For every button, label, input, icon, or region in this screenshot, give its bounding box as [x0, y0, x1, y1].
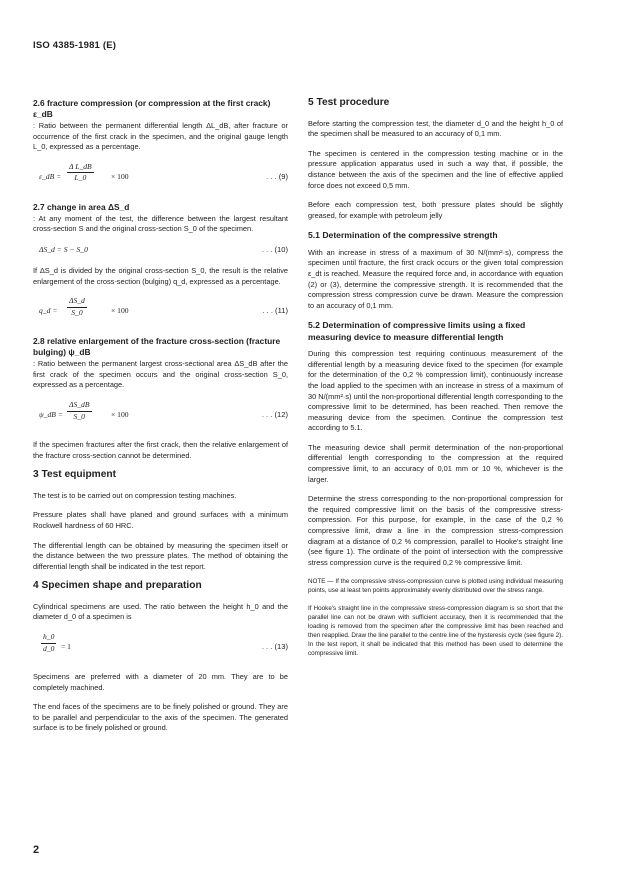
section-3-p1: The test is to be carried out on compression testing machines. [33, 490, 237, 500]
section-4-p2: Specimens are preferred with a diameter of 20 mm. They are to be completely machined. [33, 672, 288, 692]
section-5-p1: Before starting the compression test, the diameter d_0 and the height h_0 of the specimen shall be measured to an accuracy of 0,1 mm. [308, 118, 563, 139]
equation-10: ΔS_d = S − S_0 . . . (10) [39, 244, 288, 254]
page-header: ISO 4385-1981 (E) [33, 40, 117, 51]
left-column [33, 98, 288, 743]
clause-2-7-text: : At any moment of the test, the difference between the largest resultant cross-section S and the original cross-section S_0 of the specimen. [33, 213, 288, 234]
page-number: 2 [33, 844, 40, 856]
clause-5-2-p1: During this compression test requiring continuous measurement of the differential length by a measuring device fixed to the specimen (for example for the determination of the 0,2 % compression limit), continuously increase the load applied to the specimen with an increase in stress of a maximum of 30 N/(mm²·s) until the non-proportional differential length corresponding to the compressive limit to be determined, has been reached. Then remove the measuring device from the specimen. Continue the compression test according to 5.1. [308, 349, 563, 433]
note-2: If Hooke's straight line in the compressive stress-compression diagram is so short that the parallel line can not be drawn with sufficient accuracy, then it is recommended that the loading is removed from the specimen after the compressive limit has been reached and then reapplied. Draw the line parallel to the centre line of the hysteresis cycle (see figure 2). In the test report, it shall be indicated that this method has been used to determine the compressive limit. [308, 605, 563, 658]
section-4-p3: The end faces of the specimens are to be finely polished or ground. They are to be parallel and perpendicular to the axis of the specimen. The generated surface is to be finely polished or ground. [33, 702, 288, 733]
clause-2-7: 2.7 change in area ΔS_d [33, 201, 130, 212]
equation-9: ε_dB = $\frac{\text{Δ L\_dB}}{L\_0}$ × 100 . . . (9) [39, 161, 288, 183]
note-1: NOTE — If the compressive stress-compression curve is plotted using individual measuring points, use at least ten points approximately evenly distributed over the stress range. [308, 578, 563, 595]
clause-2-8: 2.8 relative enlargement of the fracture cross-section (fracture bulging) ψ_dB [33, 336, 281, 358]
section-5-p2: The specimen is centered in the compression testing machine or in the pressure application apparatus used in such a way that, if possible, the distance between the axis of the specimen and the line of effective applied force does not exceed 0,5 mm. [308, 148, 563, 190]
section-5-p3: Before each compression test, both pressure plates should be slightly greased, for example with petroleum jelly [308, 200, 563, 220]
clause-5-2-p2: The measuring device shall permit determination of the non-proportional differential length corresponding to the compression at the required compressive limit, to an accuracy of 0,01 mm or 10 %, whichever is the larger. [308, 442, 563, 484]
clause-5-1-p1: With an increase in stress of a maximum of 30 N/(mm²·s), compress the specimen until fracture, the first crack occurs or the given total compression ε_dt is reached. Measure the required force and, in accordance with equation (2) or (3), determine the compressive strength. It is recommended that the compression stress compression curve be drawn. Measure the compression to an accuracy of 0,1 mm. [308, 247, 563, 310]
clause-5-2-p3: Determine the stress corresponding to the non-proportional compression for the required compressive limit on the basis of the compressive stress-compression. For this purpose, for example, in the case of the 0,2 % compressive limit, draw a line in the compression stress-compression diagram at a distance of 0,2 % compression, parallel to Hooke's straight line (see figure 1). The ordinate of the point of intersection with the compressive stress compression curve is the required 0,2 % compressive limit. [308, 494, 563, 567]
section-4-title: 4 Specimen shape and preparation [33, 580, 202, 592]
clause-5-2-title: 5.2 Determination of compressive limits using a fixed measuring device to measure differential length [308, 320, 526, 342]
equation-12: ψ_dB = $\frac{\Delta S\_dB}{S\_0}$ × 100 . . . (12) [39, 399, 288, 421]
right-column [308, 98, 563, 667]
clause-5-1-title: 5.1 Determination of the compressive strength [308, 230, 498, 241]
fracture-paragraph: If the specimen fractures after the first crack, then the relative enlargement of the fracture cross-section cannot be determined. [33, 439, 288, 460]
clause-2-8-text: : Ratio between the permanent largest cross-sectional area ΔS_dB after the first crack of the specimen occurs and the original cross-section S_0, expressed as a percentage. [33, 359, 288, 390]
equation-11: q_d = $\frac{\Delta S\_d}{S\_0}$ × 100 . . . (11) [39, 296, 288, 317]
section-3-p2: Pressure plates shall have planed and ground surfaces with a minimum Rockwell hardness of 60 HRC. [33, 510, 288, 530]
equation-13: $\frac{h\_0}{d\_0}$ = 1 . . . (13) [43, 632, 288, 653]
bulging-paragraph: If ΔS_d is divided by the original cross-section S_0, the result is the relative enlargement of the cross-section (bulging) q_d, expressed as a percentage. [33, 265, 288, 286]
section-3-p3: The differential length can be obtained by measuring the specimen itself or the distance between the two pressure plates. The method of obtaining the differential length shall be indicated in the test report. [33, 540, 288, 571]
section-5-title: 5 Test procedure [308, 97, 390, 108]
clause-2-6: 2.6 fracture compression (or compression at the first crack) ε_dB [33, 98, 271, 119]
section-4-p1: Cylindrical specimens are used. The ratio between the height h_0 and the diameter d_0 of a specimen is [33, 601, 288, 622]
section-3-title: 3 Test equipment [33, 469, 117, 481]
clause-2-6-text: : Ratio between the permanent differential length ΔL_dB, after fracture or occurrence of the first crack in the specimen, and the original gauge length L_0, expressed as a percentage. [33, 121, 288, 152]
